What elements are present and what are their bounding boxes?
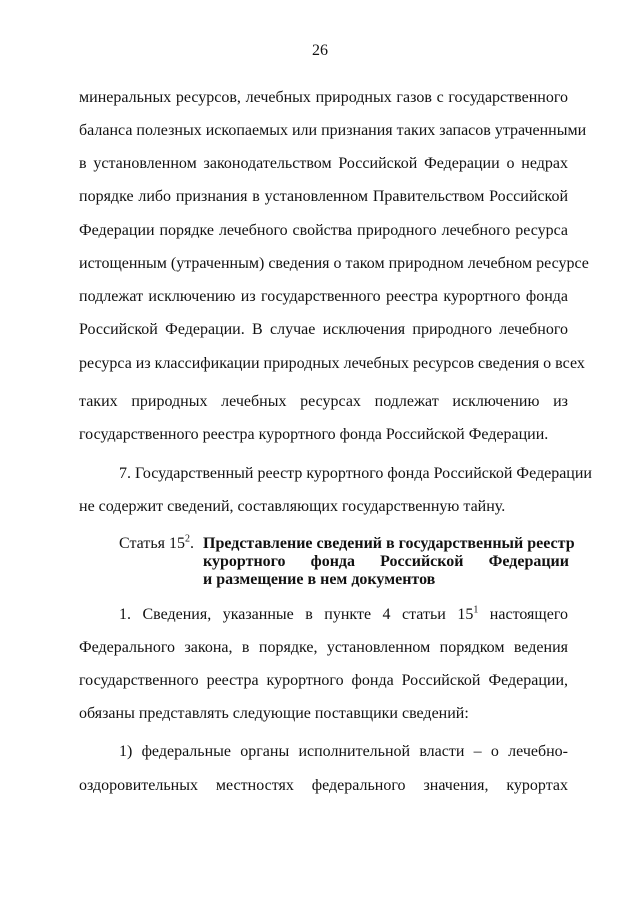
body-line-2: баланса полезных ископаемых или признания таких запасов утраченными — [79, 122, 587, 139]
article-title-line-3: и размещение в нем документов — [203, 571, 436, 588]
article-label-sup: 2 — [184, 533, 190, 545]
page-number: 26 — [312, 42, 328, 59]
body-line-3: в установленном законодательством Российской Федерации о недрах — [79, 155, 568, 172]
item-7-line-2: не содержит сведений, составляющих государственную тайну. — [79, 498, 506, 515]
article-label — [119, 534, 194, 554]
sub-1-line-1: 1) федеральные органы исполнительной власти – о лечебно- — [119, 743, 568, 760]
body-line-10: таких природных лечебных ресурсах подлежат исключению из — [79, 393, 568, 410]
para-1-line-1 — [119, 605, 568, 625]
para-1-line-4: обязаны представлять следующие поставщики сведений: — [79, 705, 469, 722]
item-7-line-1: 7. Государственный реестр курортного фонда Российской Федерации — [119, 465, 592, 482]
article-title-line-1: Представление сведений в государственный реестр — [203, 535, 575, 552]
body-line-1: минеральных ресурсов, лечебных природных газов с государственного — [79, 89, 568, 106]
para-1-line-1-sup: 1 — [473, 604, 479, 616]
body-line-6: истощенным (утраченным) сведения о таком природном лечебном ресурсе — [79, 255, 589, 272]
body-line-4: порядке либо признания в установленном Правительством Российской — [79, 188, 568, 205]
body-line-5: Федерации порядке лечебного свойства природного лечебного ресурса — [79, 222, 568, 239]
article-label-text: Статья 15 — [119, 535, 185, 552]
para-1-line-2: Федерального закона, в порядке, установленном порядком ведения — [79, 639, 568, 656]
para-1-line-1-b: настоящего — [478, 606, 568, 623]
body-line-8: Российской Федерации. В случае исключения природного лечебного — [79, 321, 568, 338]
body-line-9: ресурса из классификации природных лечебных ресурсов сведения о всех — [79, 355, 585, 372]
sub-1-line-2: оздоровительных местностях федерального значения, курортах — [79, 777, 568, 794]
article-title-line-2: курортного фонда Российской Федерации — [203, 553, 569, 570]
para-1-line-1-a: 1. Сведения, указанные в пункте 4 статьи 15 — [119, 606, 474, 623]
body-line-11: государственного реестра курортного фонда Российской Федерации. — [79, 426, 549, 443]
article-label-suffix: . — [189, 535, 194, 552]
body-line-7: подлежат исключению из государственного реестра курортного фонда — [79, 288, 568, 305]
para-1-line-3: государственного реестра курортного фонда Российской Федерации, — [79, 672, 568, 689]
